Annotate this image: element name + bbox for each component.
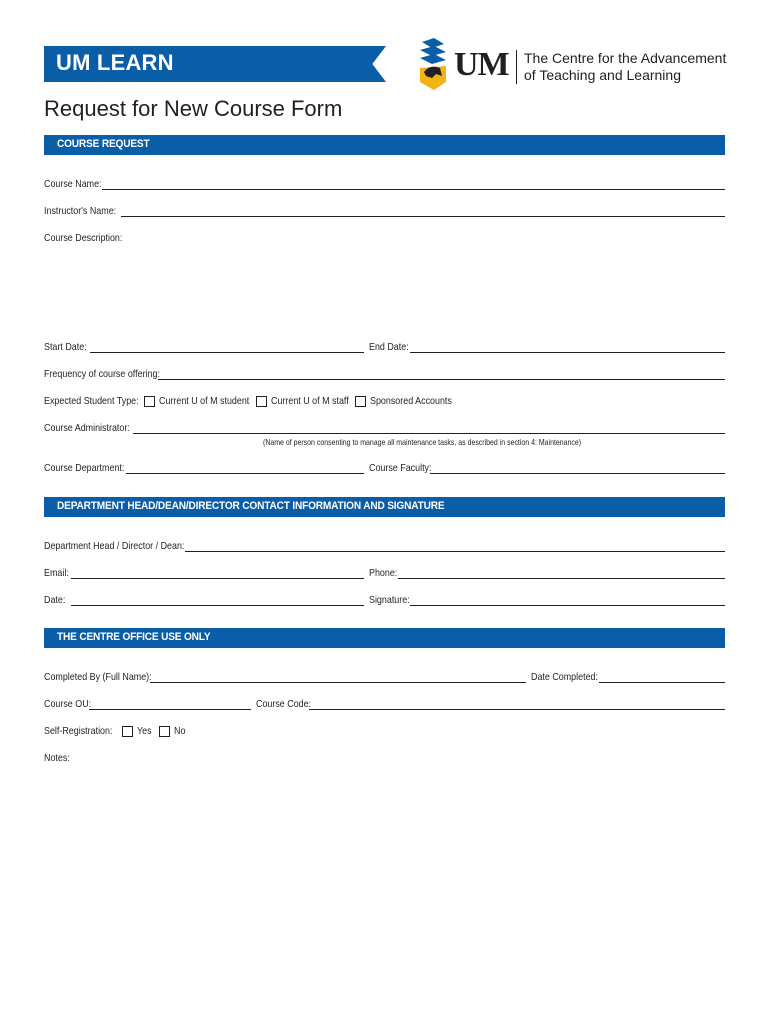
bison-crest-icon [416,38,454,92]
self-registration-yes-checkbox[interactable] [122,726,133,737]
student-type-label: Expected Student Type: [44,395,139,407]
end-date-label: End Date: [369,341,409,353]
student-option-label: Current U of M student [159,395,250,407]
logo-um-mark: UM [454,46,509,83]
frequency-label: Frequency of course offering: [44,368,160,380]
section-department-head [44,497,725,517]
section-heading: DEPARTMENT HEAD/DEAN/DIRECTOR CONTACT INFORMATION AND SIGNATURE [57,500,445,512]
course-name-label: Course Name: [44,178,102,190]
course-administrator-field[interactable] [133,433,725,434]
date-completed-field[interactable] [599,682,725,683]
logo-text-line2: of Teaching and Learning [524,67,681,83]
course-ou-label: Course OU: [44,698,92,710]
no-option-label: No [174,725,186,737]
page-title: Request for New Course Form [44,96,343,121]
administrator-note: (Name of person consenting to manage all maintenance tasks, as described in section 4: Maintenance) [263,437,582,447]
course-name-field[interactable] [102,189,725,190]
department-head-field[interactable] [185,551,725,552]
student-checkbox[interactable] [144,396,155,407]
end-date-field[interactable] [410,352,725,353]
section-course-request [44,135,725,155]
course-department-field[interactable] [126,473,364,474]
yes-option-label: Yes [137,725,152,737]
course-code-label: Course Code: [256,698,312,710]
notes-label: Notes: [44,752,70,764]
email-field[interactable] [71,578,364,579]
um-logo [416,38,728,92]
completed-by-label: Completed By (Full Name): [44,671,152,683]
department-head-label: Department Head / Director / Dean: [44,540,185,552]
logo-text-line1: The Centre for the Advancement [524,50,727,66]
date-field[interactable] [71,605,364,606]
date-completed-label: Date Completed: [531,671,598,683]
section-heading: COURSE REQUEST [57,138,150,150]
instructor-name-field[interactable] [121,216,725,217]
course-department-label: Course Department: [44,462,125,474]
section-heading: THE CENTRE OFFICE USE ONLY [57,631,211,643]
phone-field[interactable] [398,578,725,579]
staff-checkbox[interactable] [256,396,267,407]
sponsored-checkbox[interactable] [355,396,366,407]
course-faculty-field[interactable] [430,473,725,474]
frequency-field[interactable] [158,379,725,380]
phone-label: Phone: [369,567,398,579]
course-faculty-label: Course Faculty: [369,462,432,474]
staff-option-label: Current U of M staff [271,395,349,407]
course-ou-field[interactable] [89,709,251,710]
self-registration-no-checkbox[interactable] [159,726,170,737]
email-label: Email: [44,567,69,579]
signature-label: Signature: [369,594,410,606]
course-description-field[interactable] [44,248,725,332]
course-description-label: Course Description: [44,232,123,244]
course-code-field[interactable] [309,709,725,710]
sponsored-option-label: Sponsored Accounts [370,395,452,407]
start-date-label: Start Date: [44,341,87,353]
instructor-name-label: Instructor's Name: [44,205,117,217]
banner-title: UM LEARN [56,50,174,75]
date-label: Date: [44,594,66,606]
course-administrator-label: Course Administrator: [44,422,130,434]
completed-by-field[interactable] [150,682,526,683]
section-office-use [44,628,725,648]
start-date-field[interactable] [90,352,364,353]
logo-divider [516,50,517,84]
self-registration-label: Self-Registration: [44,725,113,737]
signature-field[interactable] [410,605,725,606]
notes-field[interactable] [44,770,725,970]
